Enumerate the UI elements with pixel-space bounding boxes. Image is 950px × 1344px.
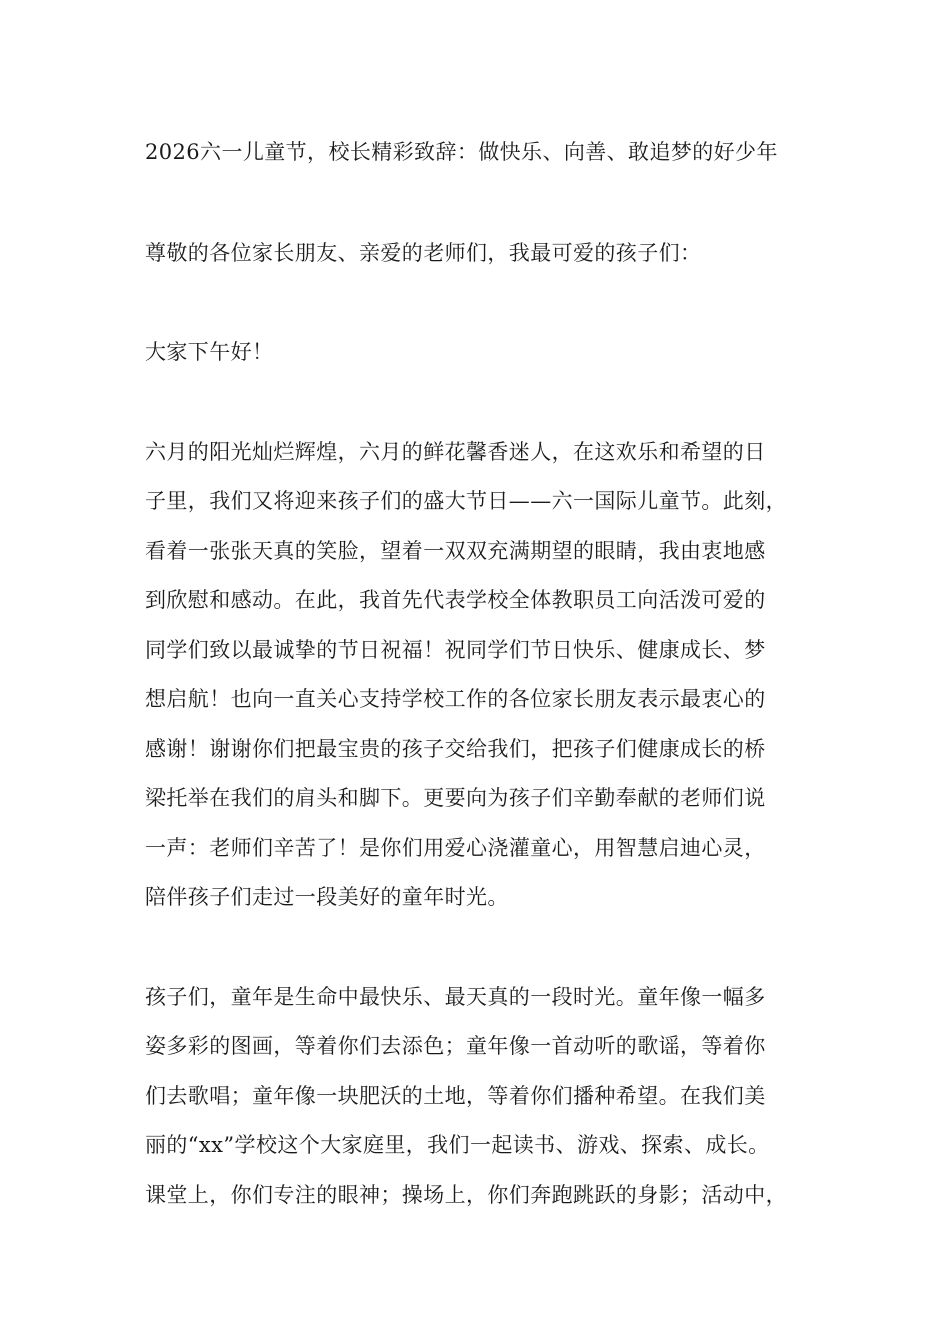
paragraph-line: 看着一张张天真的笑脸，望着一双双充满期望的眼睛，我由衷地感: [145, 538, 766, 563]
paragraph-line: 梁托举在我们的肩头和脚下。更要向为孩子们辛勤奉献的老师们说: [145, 786, 766, 810]
paragraph-line: 六月的阳光灿烂辉煌，六月的鲜花馨香迷人，在这欢乐和希望的日: [145, 439, 766, 464]
document-title: 2026六一儿童节，校长精彩致辞：做快乐、向善、敢追梦的好少年: [145, 140, 778, 164]
paragraph-line: 同学们致以最诚挚的节日祝福！祝同学们节日快乐、健康成长、梦: [145, 637, 766, 662]
paragraph-line: 想启航！也向一直关心支持学校工作的各位家长朋友表示最衷心的: [145, 687, 766, 711]
paragraph-line: 感谢！谢谢你们把最宝贵的孩子交给我们，把孩子们健康成长的桥: [145, 736, 766, 761]
salutation: 尊敬的各位家长朋友、亲爱的老师们，我最可爱的孩子们：: [145, 240, 702, 265]
paragraph-line: 们去歌唱；童年像一块肥沃的土地，等着你们播种希望。在我们美: [145, 1083, 766, 1108]
paragraph-line: 姿多彩的图画，等着你们去添色；童年像一首动听的歌谣，等着你: [145, 1034, 766, 1058]
paragraph-2: [145, 973, 825, 1221]
paragraph-line: 一声：老师们辛苦了！是你们用爱心浇灌童心，用智慧启迪心灵，: [145, 835, 766, 860]
paragraph-line: 子里，我们又将迎来孩子们的盛大节日——六一国际儿童节。此刻，: [145, 489, 787, 513]
document-body: [145, 128, 825, 1270]
paragraph-line: 丽的“xx”学校这个大家庭里，我们一起读书、游戏、探索、成长。: [145, 1133, 770, 1157]
paragraph-line: 陪伴孩子们走过一段美好的童年时光。: [145, 885, 509, 909]
opening-greeting: 大家下午好！: [145, 340, 274, 364]
paragraph-1: [145, 428, 825, 923]
paragraph-line: 课堂上，你们专注的眼神；操场上，你们奔跑跳跃的身影；活动中，: [145, 1182, 787, 1207]
paragraph-line: 孩子们，童年是生命中最快乐、最天真的一段时光。童年像一幅多: [145, 984, 766, 1009]
paragraph-line: 到欣慰和感动。在此，我首先代表学校全体教职员工向活泼可爱的: [145, 588, 766, 612]
